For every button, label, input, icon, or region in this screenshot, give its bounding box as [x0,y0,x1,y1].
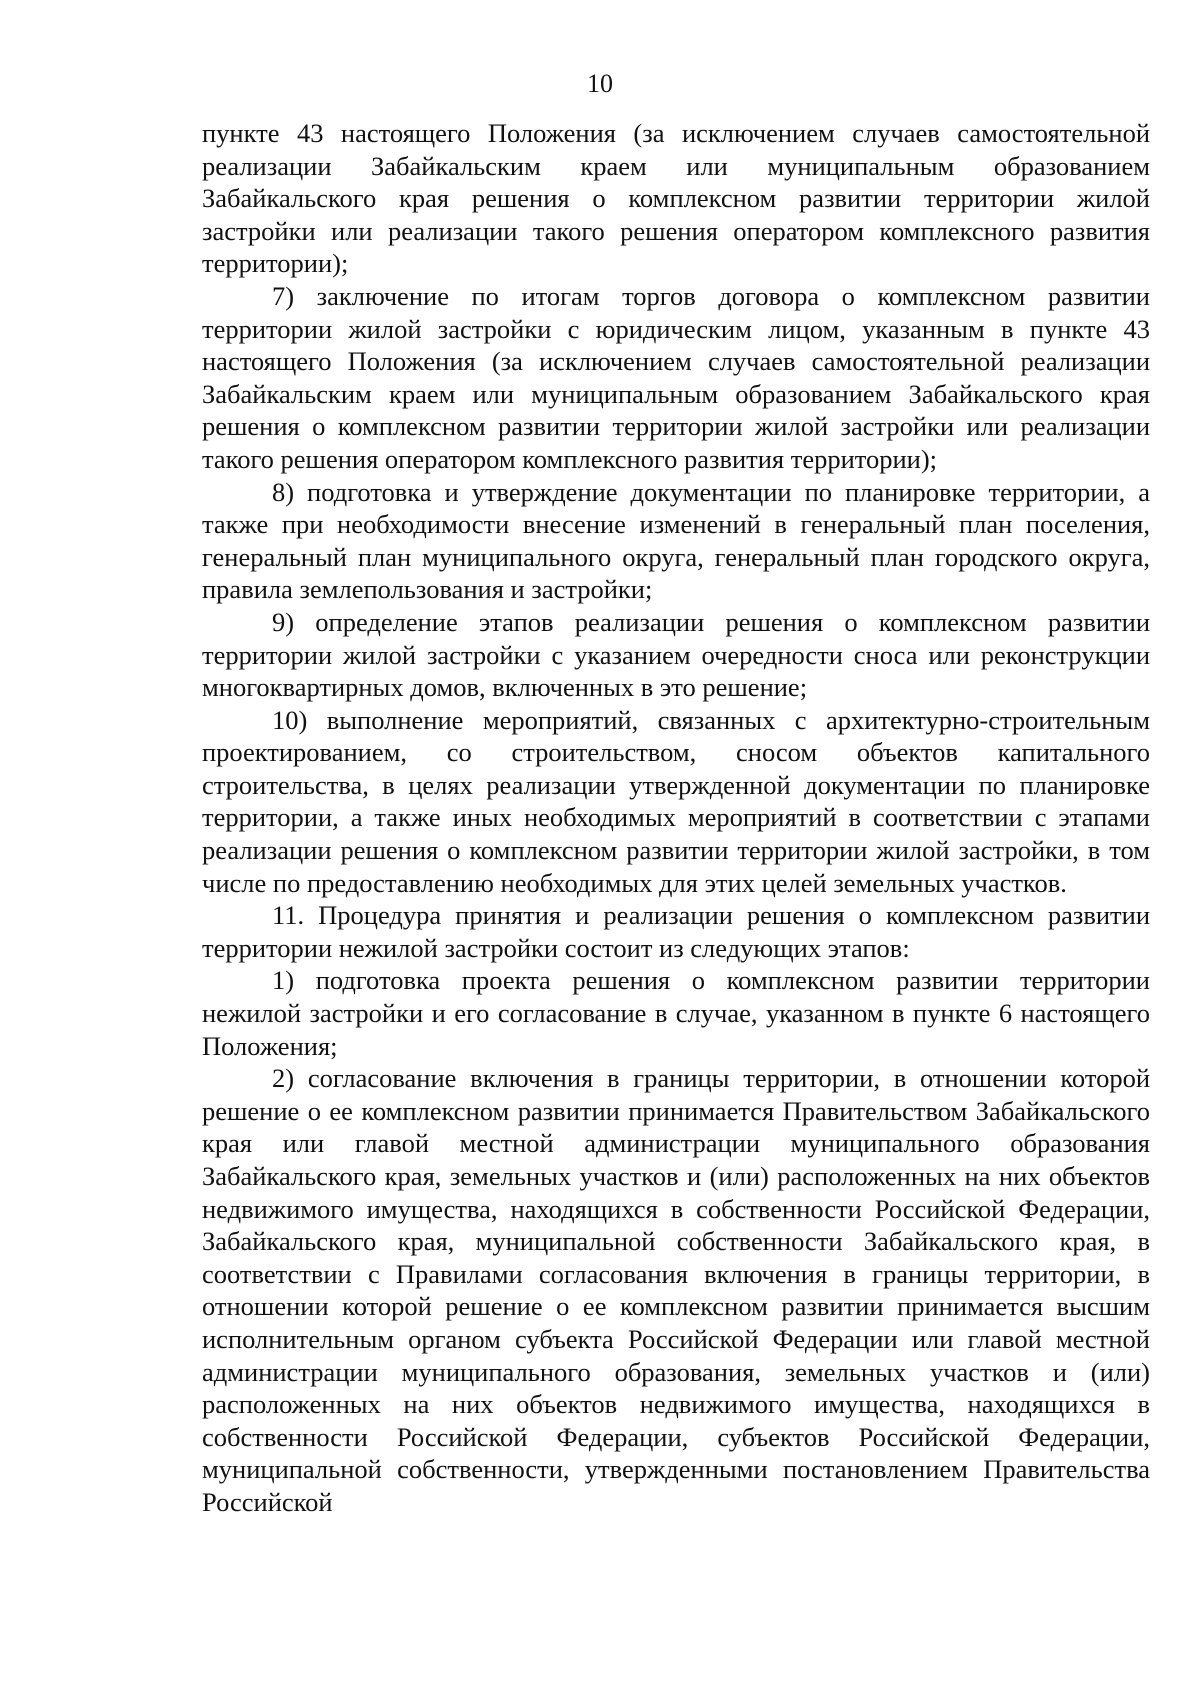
paragraph-section-11: 11. Процедура принятия и реализации решения о комплексном развитии территории нежилой застройки состоит из следующих этапов: [202,900,1150,963]
paragraph-item-1: 1) подготовка проекта решения о комплексном развитии территории нежилой застройки и его согласование в случае, указанном в пункте 6 настоящего Положения; [202,965,1150,1061]
paragraph-item-2: 2) согласование включения в границы территории, в отношении которой решение о ее комплексном развитии принимается Правительством Забайкальского края или главой местной администрации муниципального образования Забайкальского края, земельных участков и (или) расположенных на них объектов недвижимого имущества, находящихся в собственности Российской Федерации, Забайкальского края, муниципальной собственности Забайкальского края, в соответствии с Правилами согласования включения в границы территории, в отношении которой решение о ее комплексном развитии принимается высшим исполнительным органом субъекта Российской Федерации или главой местной администрации муниципального образования, земельных участков и (или) расположенных на них объектов недвижимого имущества, находящихся в собственности Российской Федерации, субъектов Российской Федерации, муниципальной собственности, утвержденными постановлением Правительства Российской [202,1063,1150,1517]
document-body [202,117,1150,1519]
paragraph-item-10: 10) выполнение мероприятий, связанных с архитектурно-строительным проектированием, со строительством, сносом объектов капитального строительства, в целях реализации утвержденной документации по планировке территории, а также иных необходимых мероприятий в соответствии с этапами реализации решения о комплексном развитии территории жилой застройки, в том числе по предоставлению необходимых для этих целей земельных участков. [202,704,1150,898]
page-number: 10 [587,69,613,98]
paragraph-item-7: 7) заключение по итогам торгов договора о комплексном развитии территории жилой застройки с юридическим лицом, указанным в пункте 43 настоящего Положения (за исключением случаев самостоятельной реализации Забайкальским краем или муниципальным образованием Забайкальского края решения о комплексном развитии территории жилой застройки или реализации такого решения оператором комплексного развития территории); [202,280,1150,474]
paragraph-item-8: 8) подготовка и утверждение документации по планировке территории, а также при необходимости внесение изменений в генеральный план поселения, генеральный план муниципального округа, генеральный план городского округа, правила землепользования и застройки; [202,476,1150,605]
paragraph-continuation: пункте 43 настоящего Положения (за исключением случаев самостоятельной реализации Забайкальским краем или муниципальным образованием Забайкальского края решения о комплексном развитии территории жилой застройки или реализации такого решения оператором комплексного развития территории); [202,118,1150,279]
paragraph-item-9: 9) определение этапов реализации решения о комплексном развитии территории жилой застройки с указанием очередности сноса или реконструкции многоквартирных домов, включенных в это решение; [202,606,1150,703]
